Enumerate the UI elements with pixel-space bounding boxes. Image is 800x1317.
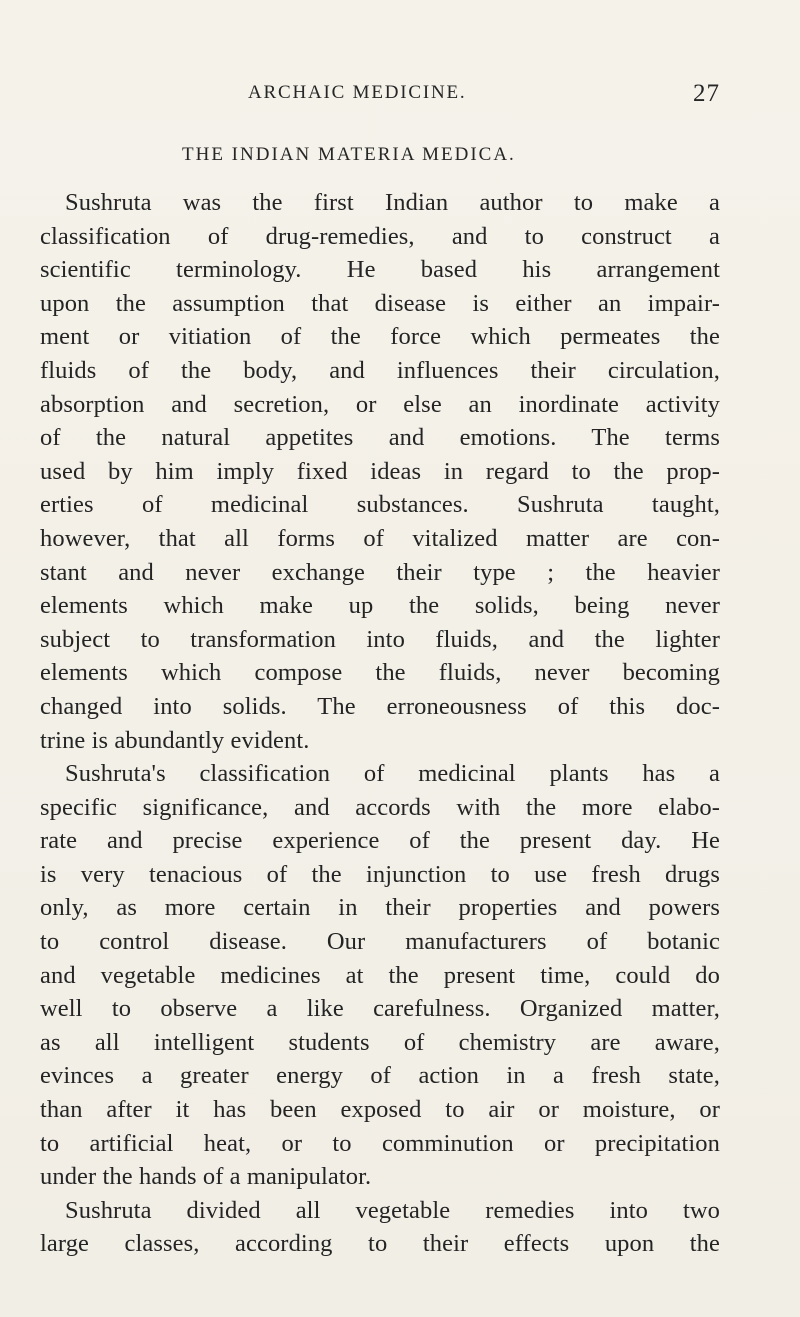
text-line: trine is abundantly evident. (40, 726, 310, 754)
text-line: ment or vitiation of the force which permeates the (40, 323, 720, 351)
text-line: absorption and secretion, or else an inordinate activity (40, 390, 720, 418)
text-line: however, that all forms of vitalized matter are con- (40, 524, 720, 552)
running-head (248, 82, 718, 114)
text-line: of the natural appetites and emotions. The terms (40, 424, 720, 452)
text-line: fluids of the body, and influences their circulation, (40, 356, 720, 384)
text-line: stant and never exchange their type ; the heavier (40, 558, 720, 586)
running-title: ARCHAIC MEDICINE. (248, 82, 467, 103)
text-line: than after it has been exposed to air or moisture, or (40, 1096, 720, 1124)
text-line: rate and precise experience of the present day. He (40, 827, 720, 855)
page-number: 27 (693, 80, 720, 107)
text-line: to artificial heat, or to comminution or precipitation (40, 1129, 720, 1157)
text-line: to control disease. Our manufacturers of botanic (40, 928, 720, 956)
text-line: specific significance, and accords with the more elabo- (40, 793, 720, 821)
text-line: erties of medicinal substances. Sushruta taught, (40, 491, 720, 519)
text-line: as all intelligent students of chemistry are aware, (40, 1028, 720, 1056)
text-line: elements which make up the solids, being never (40, 592, 720, 620)
text-line: only, as more certain in their properties and powers (40, 894, 720, 922)
text-line: and vegetable medicines at the present time, could do (40, 961, 720, 989)
body-text (40, 186, 720, 1261)
text-line: under the hands of a manipulator. (40, 1163, 372, 1191)
text-line: subject to transformation into fluids, and the lighter (40, 625, 720, 653)
text-line: used by him imply fixed ideas in regard to the prop- (40, 457, 720, 485)
text-line: Sushruta's classification of medicinal plants has a (65, 760, 720, 788)
text-line: upon the assumption that disease is either an impair- (40, 289, 720, 317)
text-line: is very tenacious of the injunction to use fresh drugs (40, 860, 720, 888)
text-line: classification of drug-remedies, and to construct a (40, 222, 720, 250)
text-line: scientific terminology. He based his arrangement (40, 256, 720, 284)
section-title: THE INDIAN MATERIA MEDICA. (182, 144, 516, 165)
text-line: elements which compose the fluids, never becoming (40, 659, 720, 687)
text-line: changed into solids. The erroneousness of this doc- (40, 692, 720, 720)
text-line: evinces a greater energy of action in a fresh state, (40, 1062, 720, 1090)
text-line: Sushruta divided all vegetable remedies into two (65, 1196, 720, 1224)
text-line: Sushruta was the first Indian author to make a (65, 189, 720, 216)
text-line: well to observe a like carefulness. Organized matter, (40, 995, 720, 1023)
text-line: large classes, according to their effects upon the (40, 1230, 720, 1258)
